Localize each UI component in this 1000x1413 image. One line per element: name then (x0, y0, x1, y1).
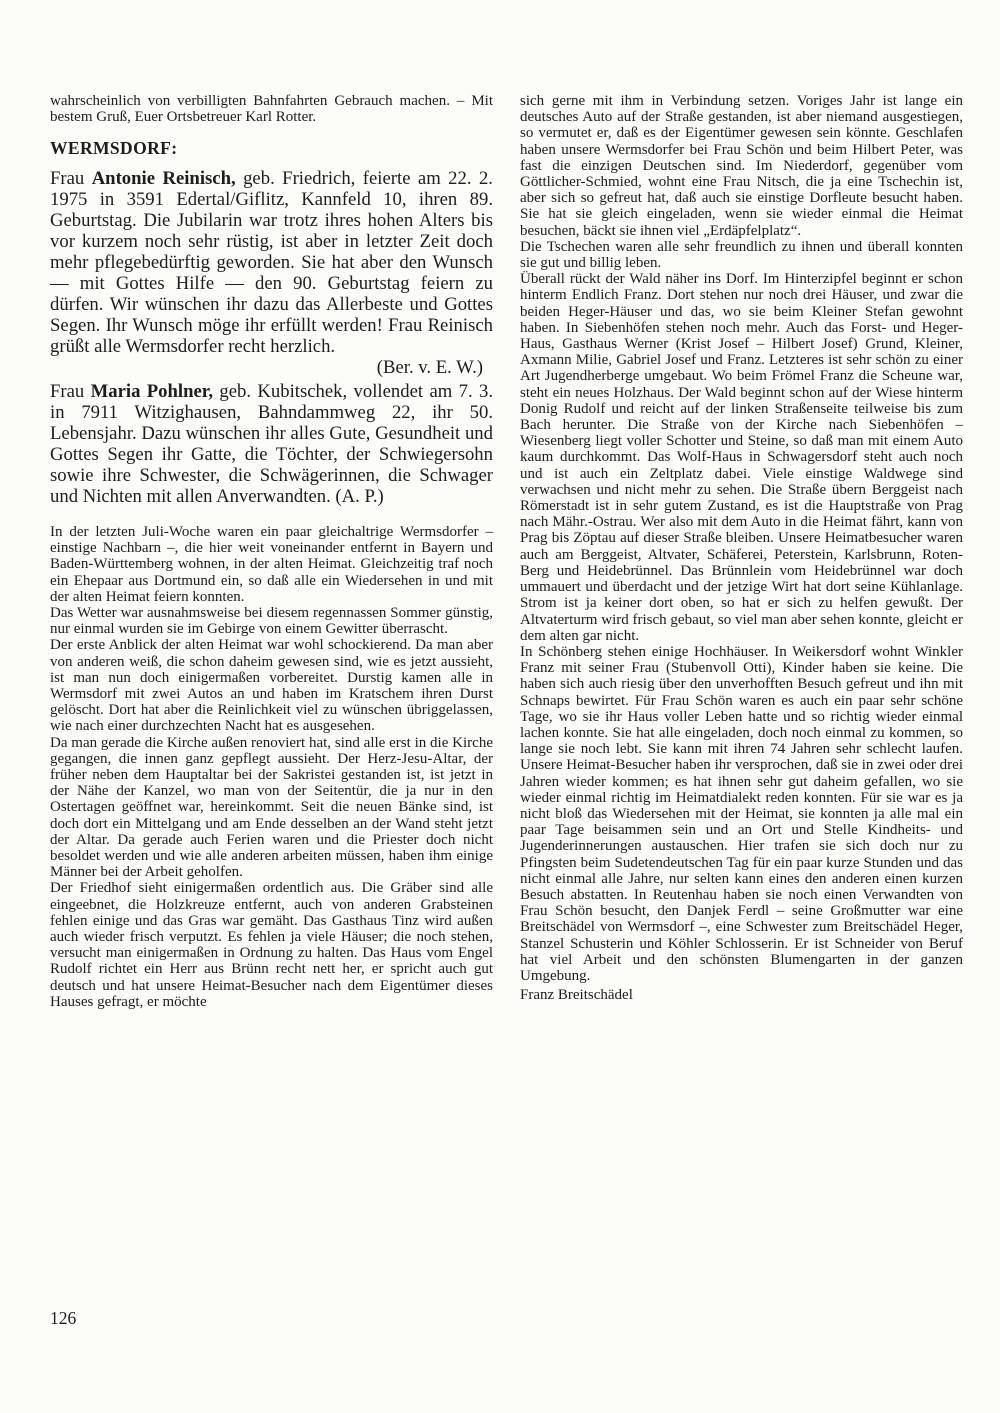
intro-paragraph: wahrscheinlich von verbilligten Bahnfahrten Gebrauch machen. – Mit bestem Gruß, Euer Ortsbetreuer Karl Rotter. (50, 93, 493, 126)
travel-report-part1 (50, 524, 493, 1010)
page-number: 126 (50, 1308, 77, 1328)
report-paragraph: In Schönberg stehen einige Hochhäuser. In Weikersdorf wohnt Winkler Franz mit seiner Frau (Stubenvoll Otti), Kinder haben sie keine. Die haben sich auch riesig über den unverhofften Besuch gefreut und ihn mit Schnaps bewirtet. Für Frau Schön waren es auch ein paar sehr schöne Tage, wo sie ihr Haus voller Leben hatte und so richtig wieder einmal lachen konnte. Sie hat alle eingeladen, doch noch einmal zu kommen, so lange sie noch lebt. Sie kann mit ihren 74 Jahren sehr schlecht laufen. Unsere Heimat-Besucher haben ihr versprochen, daß sie in zwei oder drei Jahren wieder kommen; es hat ihnen sehr gut daheim gefallen, wo sie wieder einmal richtig im Heimatdialekt reden konnten. Für sie war es ja nicht bloß das Wiedersehen mit der Heimat, sie konnten ja alle mal ein paar Tage beisammen sein und an Ort und Stelle Kindheits- und Jugenderinnerungen austauschen. Hier trafen sie sich doch nur zu Pfingsten beim Sudetendeutschen Tag für ein paar kurze Stunden und das nicht einmal alle Jahre, nur selten kann eines den anderen einen kurzen Besuch abstatten. In Reutenhau haben sie noch einen Verwandten von Frau Schön besucht, den Danjek Ferdl – seine Großmutter war eine Breitschädel von Wermsdorf –, eine Schwester zum Breitschädel Heger, Stanzel Schusterin und Köhler Schlosserin. Er ist Schneider von Beruf hat viel Arbeit und den schönsten Blumengarten in der ganzen Umgebung. (520, 643, 963, 984)
article-body: geb. Kubitschek, vollendet am 7. 3. in 7911 Witzighausen, Bahndammweg 22, ihr 50. Lebensjahr. Dazu wünschen ihr alles Gute, Gesundheit und Gottes Segen ihr Gatte, die Töchter, der Schwiegersohn sowie ihre Schwester, die Schwägerinnen, die Schwager und Nichten mit allen Anverwandten. (A. P.) (50, 381, 494, 507)
report-paragraph: Der Friedhof sieht einigermaßen ordentlich aus. Die Gräber sind alle eingeebnet, die Holzkreuze entfernt, auch von anderen Grabsteinen fehlen einige und das Gras war gemäht. Das Gasthaus Tinz wird außen auch wieder frisch verputzt. Es fehlen ja viele Häuser; die noch stehen, versucht man einigermaßen in Ordnung zu halten. Das Haus vom Engel Rudolf richtet ein Herr aus Brünn recht nett her, er spricht auch gut deutsch und hat unsere Heimat-Besucher nach dem Eigentümer dieses Hauses gefragt, er möchte (50, 880, 493, 1010)
birthday-article-reinisch (50, 169, 493, 378)
left-column (50, 93, 493, 1010)
report-paragraph: Die Tschechen waren alle sehr freundlich zu ihnen und überall konnten sie gut und billig leben. (520, 238, 963, 272)
report-paragraph: In der letzten Juli-Woche waren ein paar gleichaltrige Wermsdorfer – einstige Nachbarn –, die hier weit voneinander entfernt in Bayern und Baden-Württemberg wohnen, in der alten Heimat. Gleichzeitig traf noch ein Ehepaar aus Dortmund ein, so daß alle ein Wiedersehen in und mit der alten Heimat feiern konnten. (50, 523, 493, 605)
report-paragraph: Das Wetter war ausnahmsweise bei diesem regennassen Sommer günstig, nur einmal wurden sie im Gebirge von einem Gewitter überrascht. (50, 604, 493, 638)
report-paragraph: Überall rückt der Wald näher ins Dorf. Im Hinterzipfel beginnt er schon hinterm Endlich Franz. Dort stehen nur noch drei Häuser, und zwar die beiden Heger-Häuser und das, wo sie beim Kleiner Stefan gewohnt haben. In Siebenhöfen stehen noch mehr. Auch das Forst- und Heger-Haus, Gasthaus Werner (Krist Josef – Hilbert Josef) Grund, Kleiner, Axmann Milie, Gabriel Josef und Franz. Letzteres ist sehr schön zu einer Art Jugendherberge umgebaut. Wo beim Frömel Franz die Scheune war, steht ein neues Holzhaus. Der Wald beginnt schon auf der Wiese hinterm Donig Rudolf und reicht auf der linken Straßenseite teilweise bis zum Bach herunter. Die Straße von der Kirche nach Siebenhöfen – Wiesenberg liegt voller Schotter und Steine, so daß man mit einem Auto kaum durchkommt. Das Wolf-Haus in Schwagersdorf steht auch noch und ist auch ein Zeltplatz dabei. Viele einstige Waldwege sind verwachsen und nicht mehr zu sehen. Die Straße übern Berggeist nach Römerstadt ist in sehr gutem Zustand, es ist die Hauptstraße von Prag nach Mähr.-Ostrau. Wer also mit dem Auto in die Heimat fährt, kann von Prag bis Zöptau auf dieser Straße bleiben. Unsere Heimatbesucher waren auch am Berggeist, Altvater, Schäferei, Peterstein, Karlsbrunn, Roten-Berg und Heidebrünnel. Das Brünnlein vom Heidebrünnel war doch ummauert und überdacht und der jetzige Wirt hat dort seine Kühlanlage. Strom ist ja keiner dort oben, so hat er sich zu helfen gewußt. Der Altvaterturm wird frisch gebaut, so viel man aber sehen konnte, gleicht er dem alten gar nicht. (520, 271, 963, 644)
article-byline-reinisch: (Ber. v. E. W.) (376, 356, 483, 378)
article-body: geb. Friedrich, feierte am 22. 2. 1975 in 3591 Edertal/Giflitz, Kannfeld 10, ihren 89. Geburtstag. Die Jubilarin war trotz ihres hohen Alters bis vor kurzem noch sehr rüstig, ist aber in letzter Zeit doch mehr pflegebedürftig geworden. Sie hat aber den Wunsch — mit Gottes Hilfe — den 90. Geburtstag feiern zu dürfen. Wir wünschen ihr dazu das Allerbeste und Gottes Segen. Ihr Wunsch möge ihr erfüllt werden! Frau Reinisch grüßt alle Wermsdorfer recht herzlich. (50, 168, 493, 357)
travel-report-part2 (520, 93, 963, 1003)
person-name-pohlner: Maria Pohlner, (90, 381, 214, 403)
birthday-article-pohlner (50, 382, 493, 507)
report-paragraph: Da man gerade die Kirche außen renoviert hat, sind alle erst in die Kirche gegangen, die innen ganz gepflegt aussieht. Der Herz-Jesu-Altar, der früher neben dem Hauptaltar bei der Sakristei gestanden ist, ist jetzt in der Nähe der Kanzel, wo man von der Seitentür, die ja nur in den Ostertagen geöffnet war, hereinkommt. Seit die neuen Bänke sind, ist doch dort ein Mittelgang und am Ende desselben an der Wand steht jetzt der Altar. Da gerade auch Ferien waren und die Priester doch nicht besoldet werden und wie alle anderen arbeiten müssen, haben ihm einige Männer bei der Arbeit geholfen. (50, 734, 493, 881)
report-paragraph: sich gerne mit ihm in Verbindung setzen. Voriges Jahr ist lange ein deutsches Auto auf der Straße gestanden, ist aber niemand ausgestiegen, so vermutet er, daß es der Eigentümer gewesen sein könnte. Geschlafen haben unsere Wermsdorfer bei Frau Schön und beim Hilbert Peter, was fast die einzigen Deutschen sind. Im Niederdorf, gegenüber vom Göttlicher-Schmied, wohnt eine Frau Nitsch, die ja eine Tschechin ist, aber sich so gefreut hat, daß auch sie einstige Dorfleute besucht haben. Sie hat sie gleich eingeladen, wenn sie wieder einmal die Heimat besuchen, bäckt sie ihnen viel „Erdäpfelplatz“. (520, 93, 963, 239)
section-heading-wermsdorf: WERMSDORF: (50, 138, 178, 159)
right-column (520, 93, 963, 1003)
author-signature: Franz Breitschädel (520, 987, 633, 1004)
two-column-layout (50, 93, 963, 1010)
article-text-reinisch (50, 169, 493, 357)
article-prefix: Frau (50, 168, 92, 190)
person-name-reinisch: Antonie Reinisch, (91, 168, 236, 190)
article-prefix: Frau (50, 381, 91, 403)
article-text-pohlner (50, 382, 493, 507)
report-paragraph: Der erste Anblick der alten Heimat war wohl schockierend. Da man aber von anderen weiß, die schon daheim gewesen sind, wie es jetzt aussieht, ist man nun doch einigermaßen vorbereitet. Durstig kamen alle in Wermsdorf mit zwei Autos an und haben im Kratschem ihren Durst gelöscht. Dort hat aber die Reinlichkeit viel zu wünschen übriggelassen, wie nach einer durchzechten Nacht hat es ausgesehen. (50, 637, 493, 735)
